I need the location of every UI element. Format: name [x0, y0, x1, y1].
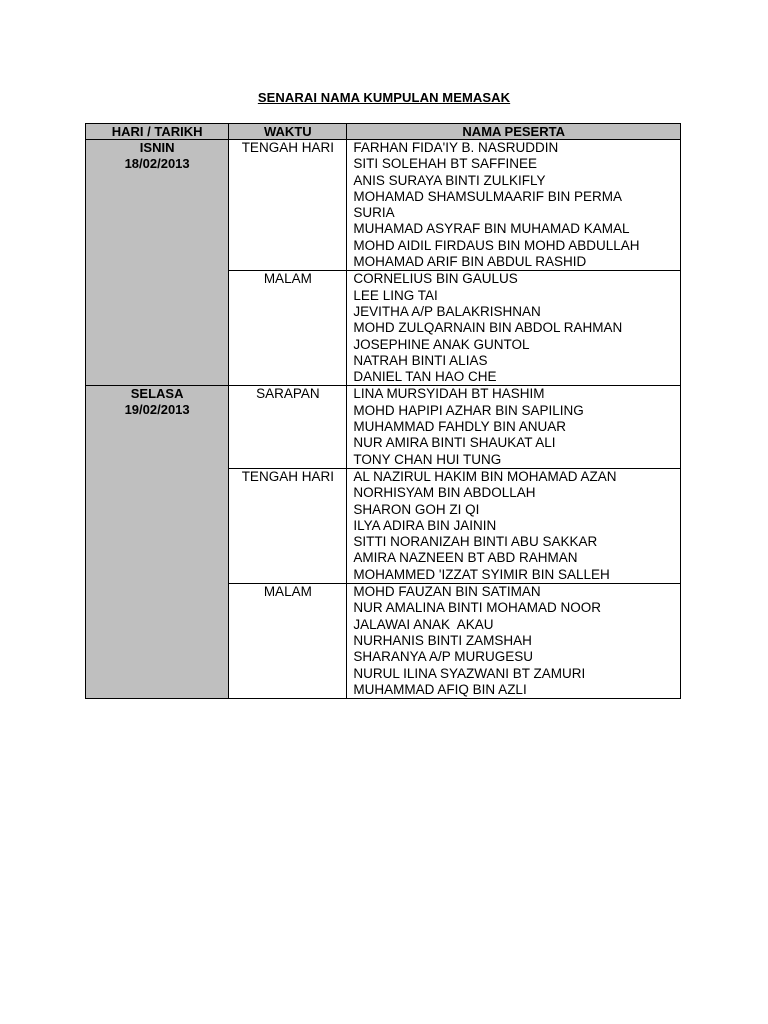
table-row — [86, 386, 681, 468]
participant-name: MOHAMAD SHAMSULMAARIF BIN PERMA — [353, 188, 622, 204]
day-cell — [86, 140, 229, 386]
participant-name: SURIA — [353, 205, 395, 221]
header-hari-tarikh: HARI / TARIKH — [86, 124, 229, 140]
participant-name: MOHD ZULQARNAIN BIN ABDOL RAHMAN — [353, 320, 623, 336]
participant-name: ILYA ADIRA BIN JAININ — [353, 517, 497, 533]
participant-name: NUR AMALINA BINTI MOHAMAD NOOR — [353, 600, 601, 616]
participant-name: MOHD FAUZAN BIN SATIMAN — [353, 584, 541, 600]
day-cell — [86, 386, 229, 699]
participant-name: SITTI NORANIZAH BINTI ABU SAKKAR — [353, 534, 598, 550]
participant-name: JALAWAI ANAK AKAU — [353, 616, 494, 632]
table-header-row — [86, 124, 681, 140]
participant-name: JOSEPHINE ANAK GUNTOL — [353, 336, 530, 352]
participant-name: DANIEL TAN HAO CHE — [353, 369, 497, 385]
participant-name: LEE LING TAI — [353, 287, 438, 303]
table-row — [86, 140, 681, 271]
participant-name: NURHANIS BINTI ZAMSHAH — [353, 632, 532, 648]
day-name: SELASA — [130, 386, 184, 402]
header-waktu: WAKTU — [229, 124, 347, 140]
participant-name: NORHISYAM BIN ABDOLLAH — [353, 485, 536, 501]
participant-name: MOHD AIDIL FIRDAUS BIN MOHD ABDULLAH — [353, 237, 640, 253]
participant-name: MUHAMAD ASYRAF BIN MUHAMAD KAMAL — [353, 221, 630, 237]
participant-name: AL NAZIRUL HAKIM BIN MOHAMAD AZAN — [353, 468, 617, 484]
participant-name: NUR AMIRA BINTI SHAUKAT ALI — [353, 435, 556, 451]
participant-name: MOHD HAPIPI AZHAR BIN SAPILING — [353, 402, 584, 418]
participant-name: AMIRA NAZNEEN BT ABD RAHMAN — [353, 550, 578, 566]
participant-name: SHARANYA A/P MURUGESU — [353, 649, 533, 665]
table-body — [86, 140, 681, 699]
participant-name: SITI SOLEHAH BT SAFFINEE — [353, 156, 537, 172]
day-date: 18/02/2013 — [124, 156, 190, 171]
header-nama-peserta: NAMA PESERTA — [347, 124, 681, 140]
participant-list — [347, 584, 681, 699]
participant-name: NURUL ILINA SYAZWANI BT ZAMURI — [353, 665, 586, 681]
participant-list — [347, 468, 681, 583]
time-slot: TENGAH HARI — [229, 140, 347, 271]
participant-list — [347, 140, 681, 271]
participant-name: MUHAMMAD AFIQ BIN AZLI — [353, 681, 527, 697]
day-date: 19/02/2013 — [124, 402, 190, 418]
day-name: ISNIN — [139, 140, 175, 155]
participant-name: TONY CHAN HUI TUNG — [353, 451, 502, 467]
participant-name: MOHAMAD ARIF BIN ABDUL RASHID — [353, 254, 587, 270]
participant-name: CORNELIUS BIN GAULUS — [353, 271, 518, 287]
participant-name: JEVITHA A/P BALAKRISHNAN — [353, 303, 541, 319]
time-slot: TENGAH HARI — [229, 468, 347, 583]
participant-name: NATRAH BINTI ALIAS — [353, 352, 488, 368]
time-slot: MALAM — [229, 271, 347, 386]
participant-name: SHARON GOH ZI QI — [353, 501, 480, 517]
participant-name: MOHAMMED 'IZZAT SYIMIR BIN SALLEH — [353, 566, 610, 582]
participant-list — [347, 271, 681, 386]
time-slot: MALAM — [229, 584, 347, 699]
participant-name: FARHAN FIDA'IY B. NASRUDDIN — [353, 140, 559, 155]
participant-name: MUHAMMAD FAHDLY BIN ANUAR — [353, 419, 566, 435]
document-title: SENARAI NAMA KUMPULAN MEMASAK — [257, 90, 511, 105]
cooking-group-table — [85, 123, 681, 699]
participant-list — [347, 386, 681, 468]
participant-name: LINA MURSYIDAH BT HASHIM — [353, 386, 545, 402]
time-slot: SARAPAN — [229, 386, 347, 468]
participant-name: ANIS SURAYA BINTI ZULKIFLY — [353, 172, 546, 188]
